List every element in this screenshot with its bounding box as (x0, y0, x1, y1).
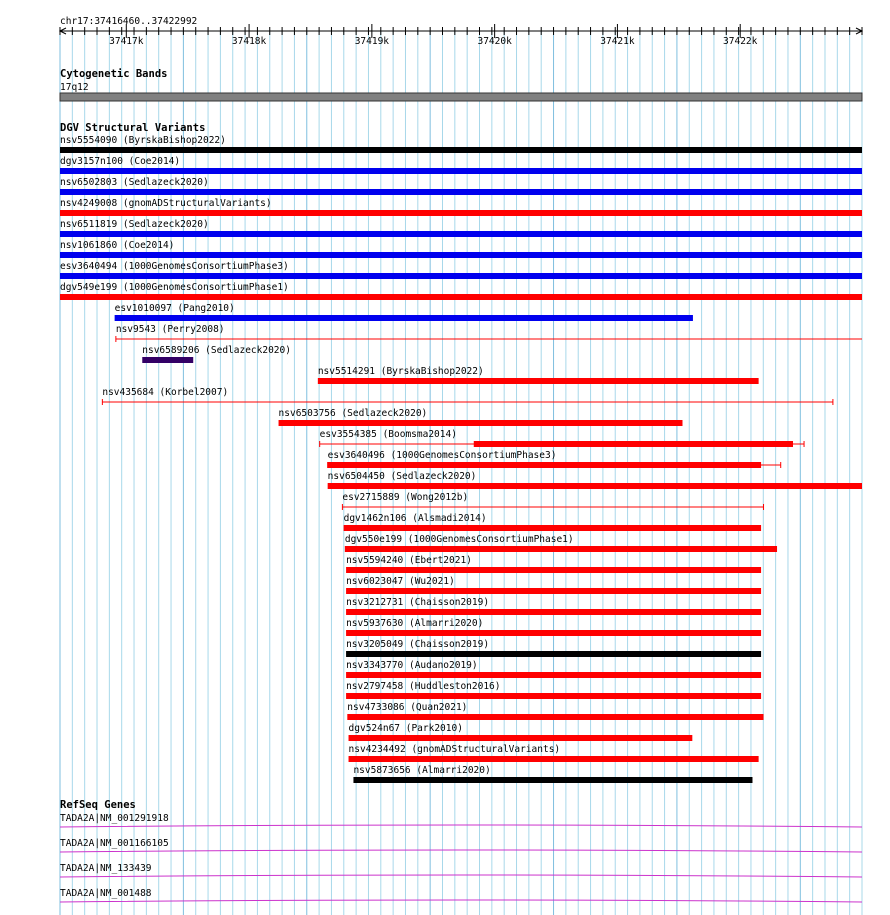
dgv-feature-bar[interactable] (142, 357, 193, 363)
dgv-feature-bar[interactable] (60, 210, 862, 216)
dgv-feature-label: nsv6504450 (Sedlazeck2020) (327, 471, 477, 482)
ruler-tick-label: 37421k (600, 36, 635, 47)
dgv-feature-label: esv3554385 (Boomsma2014) (319, 429, 457, 440)
dgv-feature-label: esv2715889 (Wong2012b) (342, 492, 469, 503)
refseq-track-title: RefSeq Genes (60, 799, 136, 811)
dgv-feature-label: nsv435684 (Korbel2007) (102, 387, 229, 398)
dgv-feature[interactable] (349, 744, 759, 762)
dgv-feature-bar[interactable] (328, 462, 761, 468)
dgv-feature-label: nsv3212731 (Chaisson2019) (346, 597, 490, 608)
cytogenetic-bands-track (60, 68, 862, 101)
refseq-genes-track (60, 799, 862, 902)
dgv-feature-label: nsv5937630 (Almarri2020) (346, 618, 484, 629)
dgv-feature-bar[interactable] (344, 525, 761, 531)
dgv-feature-label: dgv3157n100 (Coe2014) (60, 156, 181, 167)
dgv-feature-bar[interactable] (346, 567, 761, 573)
refseq-gene-label: TADA2A|NM_001166105 (60, 838, 169, 849)
dgv-feature-bar[interactable] (353, 777, 752, 783)
dgv-feature-label: dgv524n67 (Park2010) (348, 723, 463, 734)
dgv-feature-label: nsv6589206 (Sedlazeck2020) (142, 345, 291, 356)
dgv-feature-bar[interactable] (346, 609, 761, 615)
dgv-feature-label: nsv2797458 (Huddleston2016) (346, 681, 501, 692)
dgv-feature-label: nsv5554090 (ByrskaBishop2022) (60, 135, 226, 146)
ruler-tick-label: 37417k (109, 36, 144, 47)
dgv-feature-bar[interactable] (346, 693, 761, 699)
dgv-feature-label: nsv4234492 (gnomADStructuralVariants) (348, 744, 561, 755)
dgv-feature-label: nsv6023047 (Wu2021) (346, 576, 455, 587)
dgv-track-title: DGV Structural Variants (60, 122, 206, 134)
dgv-feature[interactable] (116, 324, 862, 342)
dgv-feature-label: nsv6502803 (Sedlazeck2020) (60, 177, 209, 188)
dgv-feature-bar[interactable] (60, 168, 862, 174)
refseq-gene-model-line[interactable] (60, 875, 862, 877)
refseq-gene-model-line[interactable] (60, 825, 862, 827)
dgv-feature[interactable] (279, 408, 683, 426)
dgv-structural-variants-track (60, 122, 862, 783)
ruler-ticks (60, 24, 862, 47)
dgv-feature[interactable] (115, 303, 693, 321)
dgv-feature-bar[interactable] (349, 735, 693, 741)
dgv-feature-bar[interactable] (60, 147, 862, 153)
dgv-feature-bar[interactable] (60, 273, 862, 279)
dgv-feature-label: nsv1061860 (Coe2014) (60, 240, 175, 251)
refseq-gene-list (60, 813, 862, 902)
refseq-gene-label: TADA2A|NM_001291918 (60, 813, 169, 824)
dgv-feature[interactable] (345, 534, 777, 552)
dgv-feature-label: nsv6503756 (Sedlazeck2020) (278, 408, 428, 419)
dgv-feature-label: dgv1462n106 (Alsmadi2014) (343, 513, 487, 524)
dgv-feature-label: nsv5594240 (Ebert2021) (346, 555, 472, 566)
dgv-feature[interactable] (60, 177, 862, 195)
dgv-feature-bar[interactable] (346, 588, 761, 594)
dgv-feature-label: nsv5873656 (Almarri2020) (353, 765, 491, 776)
dgv-feature-label: nsv3343770 (Audano2019) (346, 660, 478, 671)
dgv-feature-bar[interactable] (115, 315, 693, 321)
refseq-gene[interactable] (60, 888, 862, 902)
cytoband-track-title: Cytogenetic Bands (60, 68, 168, 80)
dgv-feature-bar[interactable] (474, 441, 793, 447)
dgv-feature-label: nsv6511819 (Sedlazeck2020) (60, 219, 209, 230)
dgv-feature[interactable] (328, 450, 781, 468)
refseq-gene[interactable] (60, 813, 862, 827)
refseq-gene-label: TADA2A|NM_001488 (60, 888, 152, 899)
coordinate-ruler (60, 16, 862, 47)
refseq-gene-label: TADA2A|NM_133439 (60, 863, 152, 874)
refseq-gene[interactable] (60, 863, 862, 877)
dgv-feature-label: nsv5514291 (ByrskaBishop2022) (317, 366, 484, 377)
dgv-feature[interactable] (353, 765, 752, 783)
ruler-tick-label: 37422k (723, 36, 758, 47)
dgv-feature[interactable] (60, 261, 862, 279)
dgv-feature[interactable] (60, 240, 862, 258)
dgv-feature[interactable] (60, 135, 862, 153)
dgv-feature-bar[interactable] (60, 189, 862, 195)
dgv-feature-label: nsv4249008 (gnomADStructuralVariants) (60, 198, 272, 209)
dgv-feature[interactable] (60, 198, 862, 216)
dgv-feature-bar[interactable] (347, 714, 763, 720)
dgv-feature[interactable] (60, 219, 862, 237)
ruler-tick-label: 37420k (477, 36, 512, 47)
dgv-feature[interactable] (142, 345, 291, 363)
dgv-feature-bar[interactable] (279, 420, 683, 426)
dgv-feature-label: nsv3205049 (Chaisson2019) (346, 639, 490, 650)
dgv-feature-label: dgv549e199 (1000GenomesConsortiumPhase1) (60, 282, 289, 293)
dgv-feature[interactable] (342, 492, 763, 510)
cytoband-label: 17q12 (60, 82, 89, 93)
dgv-feature-bar[interactable] (346, 672, 761, 678)
dgv-feature-label: nsv4733086 (Quan2021) (347, 702, 468, 713)
dgv-feature-label: esv3640496 (1000GenomesConsortiumPhase3) (327, 450, 557, 461)
dgv-feature-bar[interactable] (345, 546, 777, 552)
dgv-feature[interactable] (318, 366, 759, 384)
dgv-feature[interactable] (60, 282, 862, 300)
dgv-feature-bar[interactable] (349, 756, 759, 762)
cytoband-bar[interactable] (60, 93, 862, 101)
dgv-feature-label: esv1010097 (Pang2010) (114, 303, 235, 314)
dgv-feature-bar[interactable] (60, 294, 862, 300)
dgv-feature-label: dgv550e199 (1000GenomesConsortiumPhase1) (344, 534, 574, 545)
dgv-feature-bar[interactable] (318, 378, 759, 384)
dgv-feature[interactable] (60, 156, 862, 174)
refseq-gene-model-line[interactable] (60, 850, 862, 852)
dgv-feature[interactable] (347, 702, 763, 720)
dgv-feature-bar[interactable] (328, 483, 862, 489)
range-label: chr17:37416460..37422992 (60, 16, 198, 27)
dgv-feature[interactable] (328, 471, 862, 489)
refseq-gene[interactable] (60, 838, 862, 852)
dgv-feature-bar[interactable] (60, 231, 862, 237)
dgv-feature-list (60, 135, 862, 783)
dgv-feature-bar[interactable] (346, 630, 761, 636)
dgv-feature-label: nsv9543 (Perry2008) (115, 324, 225, 335)
refseq-gene-model-line[interactable] (60, 900, 862, 902)
ruler-tick-label: 37419k (354, 36, 390, 47)
dgv-feature-bar[interactable] (60, 252, 862, 258)
dgv-feature-bar[interactable] (346, 651, 761, 657)
dgv-feature[interactable] (320, 429, 804, 447)
dgv-feature[interactable] (349, 723, 693, 741)
dgv-feature[interactable] (344, 513, 761, 531)
dgv-feature-label: esv3640494 (1000GenomesConsortiumPhase3) (60, 261, 289, 272)
ruler-tick-label: 37418k (231, 36, 267, 47)
